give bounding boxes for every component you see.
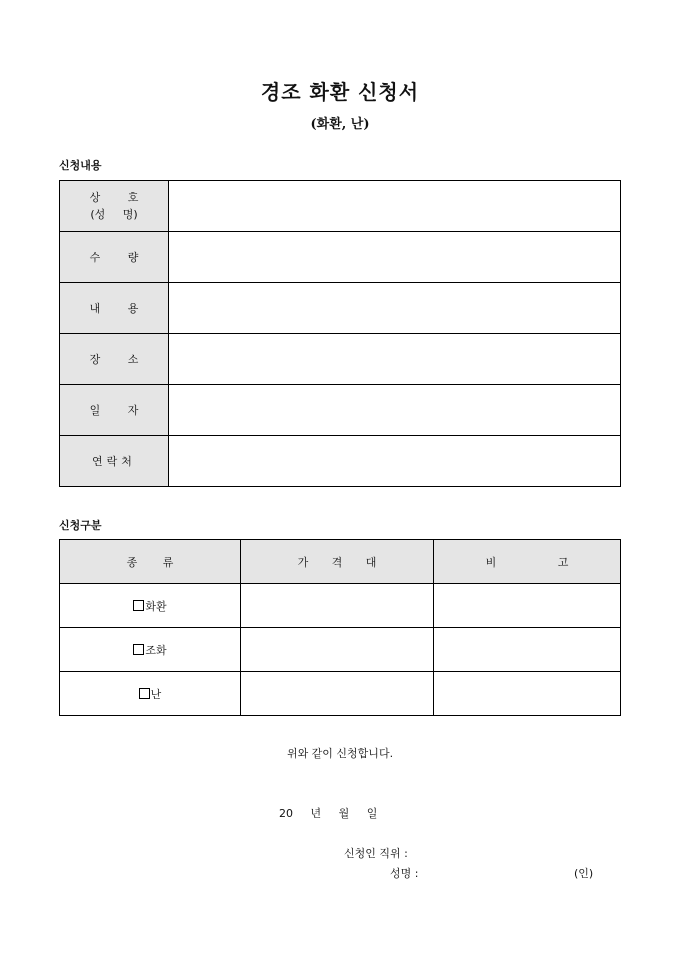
table-row <box>60 232 621 283</box>
row-label-cell <box>60 385 169 436</box>
table-row <box>60 283 621 334</box>
row-label-cell <box>60 436 169 487</box>
date-line: 20 년 월 일 <box>279 807 378 820</box>
table-header-row <box>60 540 621 584</box>
type-label: 화환 <box>145 599 167 613</box>
row-label: 내 용 <box>89 301 139 315</box>
table-row <box>60 334 621 385</box>
price-field[interactable] <box>241 672 434 716</box>
type-cell <box>60 672 241 716</box>
request-details-table <box>59 180 621 487</box>
position-label: 신청인 직위 : <box>344 847 408 860</box>
section-heading-request-details: 신청내용 <box>59 159 102 172</box>
row-label-cell <box>60 334 169 385</box>
row-value-field[interactable] <box>169 334 621 385</box>
table-row <box>60 181 621 232</box>
checkbox-funeral-wreath[interactable] <box>133 644 144 655</box>
type-cell <box>60 628 241 672</box>
row-label: 장 소 <box>89 352 139 366</box>
row-value-field[interactable] <box>169 283 621 334</box>
table-row <box>60 436 621 487</box>
application-statement: 위와 같이 신청합니다. <box>286 747 394 760</box>
checkbox-wreath[interactable] <box>133 600 144 611</box>
row-label-cell <box>60 283 169 334</box>
row-label-cell <box>60 232 169 283</box>
price-field[interactable] <box>241 628 434 672</box>
table-row <box>60 628 621 672</box>
checkbox-orchid[interactable] <box>139 688 150 699</box>
table-row <box>60 584 621 628</box>
row-label-cell <box>60 181 169 232</box>
request-type-table <box>59 539 621 716</box>
price-field[interactable] <box>241 584 434 628</box>
row-value-field[interactable] <box>169 385 621 436</box>
row-label: 수 량 <box>89 250 139 264</box>
name-label: 성명 : <box>390 867 419 880</box>
note-field[interactable] <box>434 628 621 672</box>
column-header-note: 비 고 <box>434 540 621 584</box>
type-label: 조화 <box>145 643 167 657</box>
column-header-type: 종 류 <box>60 540 241 584</box>
row-label: 연락처 <box>92 454 136 468</box>
type-cell <box>60 584 241 628</box>
row-value-field[interactable] <box>169 436 621 487</box>
seal-mark: (인) <box>574 867 594 880</box>
table-row <box>60 385 621 436</box>
note-field[interactable] <box>434 584 621 628</box>
form-title: 경조 화환 신청서 <box>260 80 420 104</box>
note-field[interactable] <box>434 672 621 716</box>
table-row <box>60 672 621 716</box>
row-value-field[interactable] <box>169 181 621 232</box>
row-label: 상 호 <box>89 191 139 204</box>
column-header-price: 가 격 대 <box>241 540 434 584</box>
type-label: 난 <box>150 687 162 701</box>
row-label: 일 자 <box>89 403 139 417</box>
row-value-field[interactable] <box>169 232 621 283</box>
row-sublabel: (성 명) <box>90 208 138 221</box>
section-heading-request-type: 신청구분 <box>59 519 102 532</box>
form-subtitle: (화환, 난) <box>310 117 370 132</box>
